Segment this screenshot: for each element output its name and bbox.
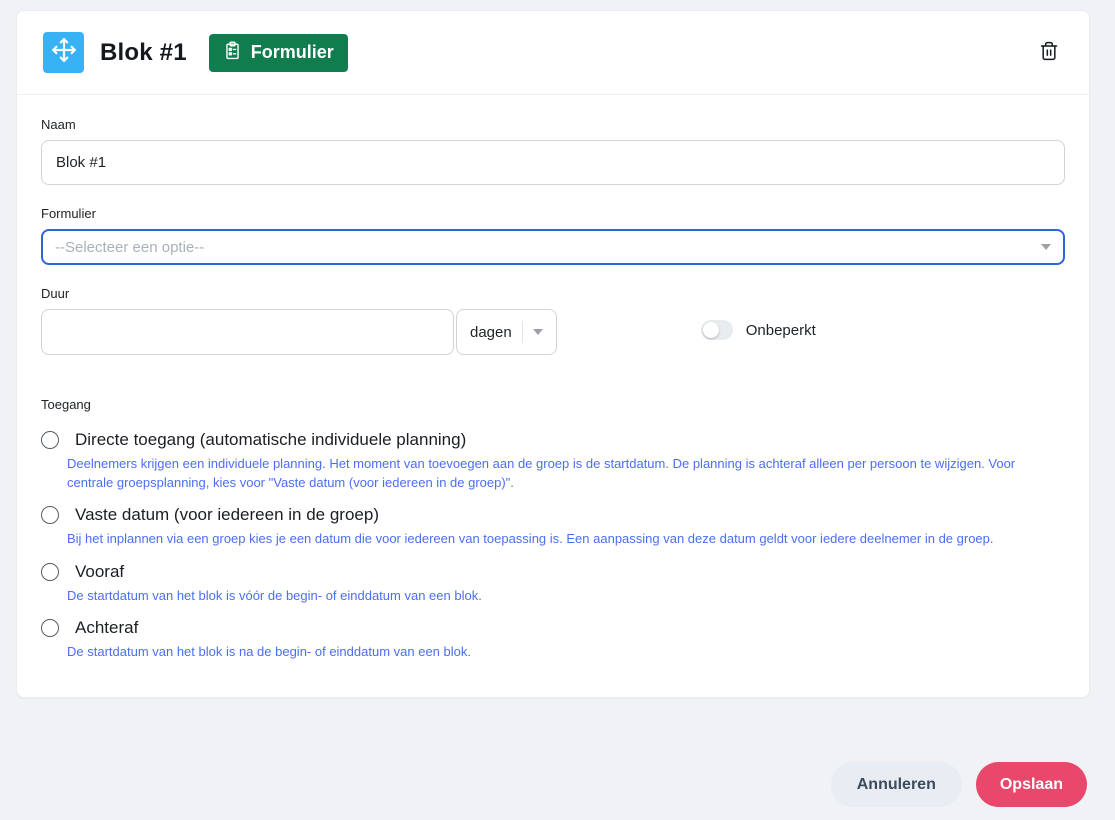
action-footer xyxy=(831,762,1087,807)
clipboard-icon xyxy=(223,41,242,65)
unit-divider xyxy=(522,321,523,343)
duur-unit-select[interactable] xyxy=(456,309,557,355)
card-body xyxy=(17,95,1089,662)
option-description: Bij het inplannen via een groep kies je een datum die voor iedereen van toepassing is. Een aanpassing van deze datum geldt voor iedere deelnemer in de groep. xyxy=(67,531,994,546)
duur-input[interactable] xyxy=(41,309,454,355)
radio-icon[interactable] xyxy=(41,619,59,637)
duur-unit-value: dagen xyxy=(470,323,512,341)
naam-label: Naam xyxy=(41,117,76,132)
radio-icon[interactable] xyxy=(41,431,59,449)
chevron-down-icon xyxy=(533,329,543,335)
radio-icon[interactable] xyxy=(41,506,59,524)
option-description: De startdatum van het blok is na de begin- of einddatum van een blok. xyxy=(67,644,471,659)
radio-option-vooraf[interactable] xyxy=(41,562,1065,582)
naam-field-group xyxy=(41,117,1065,185)
save-button[interactable]: Opslaan xyxy=(976,762,1087,807)
block-edit-card xyxy=(16,10,1090,698)
drag-handle[interactable] xyxy=(43,32,84,73)
delete-block-button[interactable] xyxy=(1035,36,1063,69)
naam-input[interactable] xyxy=(41,140,1065,185)
trash-icon xyxy=(1039,40,1059,65)
cancel-button[interactable]: Annuleren xyxy=(831,762,962,807)
type-badge-label: Formulier xyxy=(250,42,334,62)
option-label[interactable]: Achteraf xyxy=(75,618,139,637)
formulier-select[interactable] xyxy=(41,229,1065,265)
toggle-knob xyxy=(703,322,719,338)
duur-label: Duur xyxy=(41,286,70,301)
option-label[interactable]: Vooraf xyxy=(75,561,125,581)
radio-option-directe-toegang[interactable] xyxy=(41,430,1065,450)
type-badge xyxy=(209,34,348,72)
card-header xyxy=(17,11,1089,95)
chevron-down-icon xyxy=(1041,244,1051,250)
formulier-select-placeholder: --Selecteer een optie-- xyxy=(55,238,205,256)
option-description: De startdatum van het blok is vóór de begin- of einddatum van een blok. xyxy=(67,587,482,603)
onbeperkt-toggle[interactable] xyxy=(701,320,733,340)
option-label[interactable]: Directe toegang (automatische individuele planning) xyxy=(75,430,467,449)
duur-field-group xyxy=(41,286,1065,355)
move-icon xyxy=(51,37,77,68)
radio-icon[interactable] xyxy=(41,563,59,581)
formulier-label: Formulier xyxy=(41,206,96,221)
toegang-label: Toegang xyxy=(41,397,91,412)
toegang-section xyxy=(41,397,1065,662)
formulier-field-group xyxy=(41,206,1065,265)
onbeperkt-label: Onbeperkt xyxy=(745,321,816,339)
option-label[interactable]: Vaste datum (voor iedereen in de groep) xyxy=(75,505,379,524)
radio-option-achteraf[interactable] xyxy=(41,618,1065,638)
option-description: Deelnemers krijgen een individuele planning. Het moment van toevoegen aan de groep is de startdatum. De planning is achteraf alleen per persoon te wijzigen. Voor centrale groepsplanning, kies voor "Vaste datum (voor iedereen in de groep)". xyxy=(67,456,1016,490)
radio-option-vaste-datum[interactable] xyxy=(41,505,1065,525)
block-title: Blok #1 xyxy=(100,38,187,66)
